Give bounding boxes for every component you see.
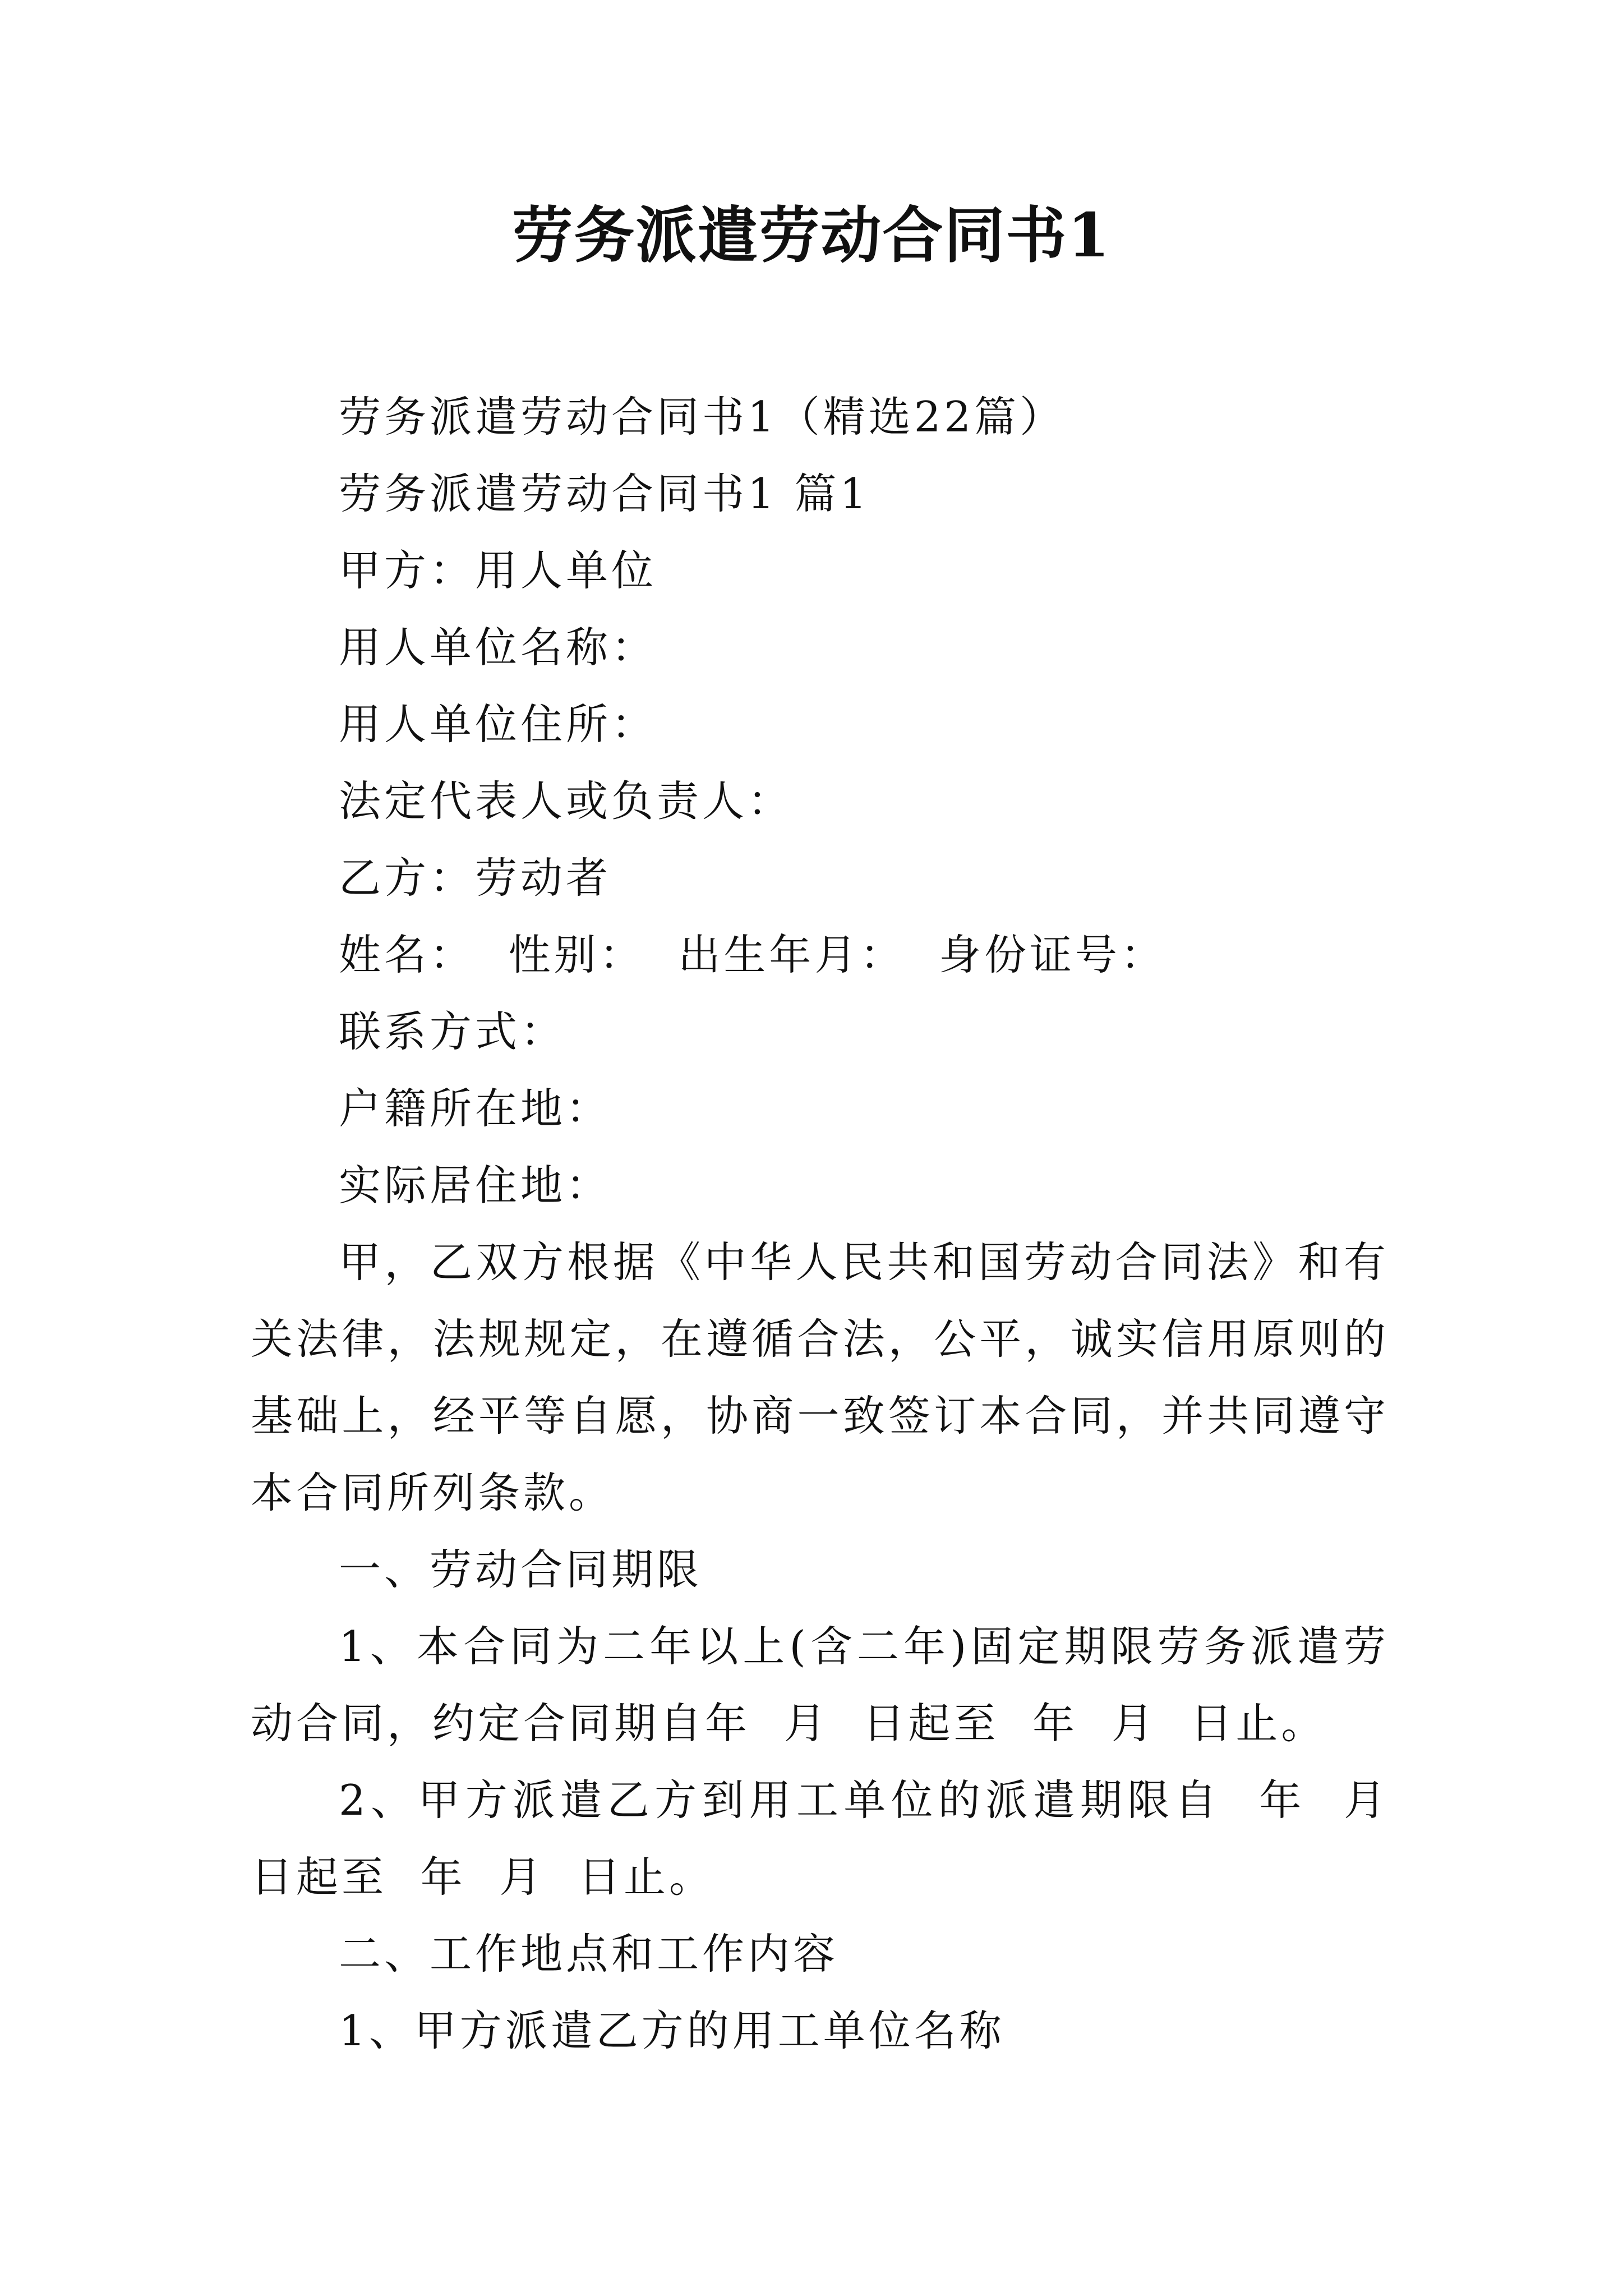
document-body: [251, 379, 1423, 2069]
residence-line: 实际居住地：: [339, 1161, 612, 1210]
clause-2-1-paragraph: 1、甲方派遣乙方的用工单位名称: [339, 2006, 1005, 2055]
section-two-heading: 二、工作地点和工作内容: [339, 1929, 839, 1978]
clause-1-1-paragraph: 1、本合同为二年以上(含二年)固定期限劳务派遣劳动合同，约定合同期自年 月 日起至 年 月 日止。: [251, 1622, 1389, 1748]
party-a-line: 甲方：用人单位: [339, 546, 657, 595]
document-title: 劳务派遣劳动合同书1: [512, 200, 1111, 271]
employer-name-line: 用人单位名称：: [339, 623, 657, 672]
clause-1-2-paragraph: 2、甲方派遣乙方到用工单位的派遣期限自 年 月 日起至 年 月 日止。: [251, 1775, 1423, 1902]
worker-info-line: 姓名： 性别： 出生年月： 身份证号：: [339, 930, 1166, 979]
section-heading-line: 劳务派遣劳动合同书1 篇1: [339, 469, 870, 518]
household-registration-line: 户籍所在地：: [339, 1084, 612, 1133]
legal-representative-line: 法定代表人或负责人：: [339, 776, 794, 826]
party-b-line: 乙方：劳动者: [339, 853, 612, 903]
preamble-paragraph: 甲，乙双方根据《中华人民共和国劳动合同法》和有关法律，法规规定，在遵循合法，公平，诚实信用原则的基础上，经平等自愿，协商一致签订本合同，并共同遵守本合同所列条款。: [251, 1237, 1389, 1517]
section-one-heading: 一、劳动合同期限: [339, 1545, 703, 1594]
employer-address-line: 用人单位住所：: [339, 700, 657, 749]
contact-line: 联系方式：: [339, 1007, 566, 1056]
subtitle-line: 劳务派遣劳动合同书1（精选22篇）: [339, 392, 1066, 441]
